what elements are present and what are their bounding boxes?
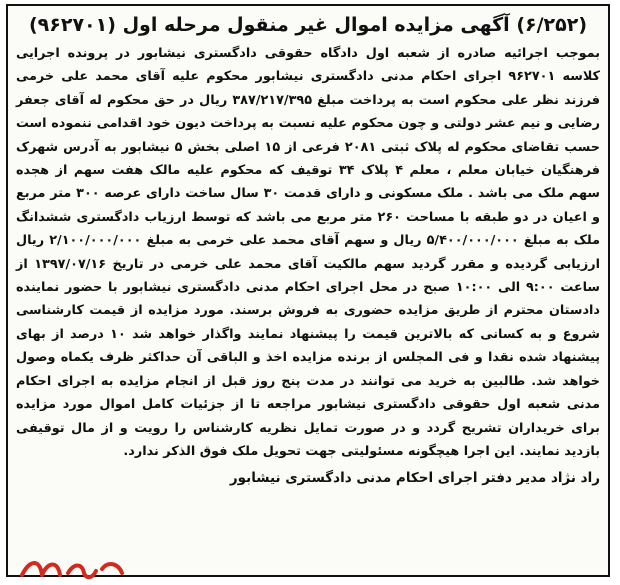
notice-body: بموجب اجرائیه صادره از شعبه اول دادگاه حقوقی دادگستری نیشابور در پرونده اجرایی کلاسه ۹۶۲۷۰۱ اجرای احکام مدنی دادگستری نیشابور محکوم علیه آقای محمد علی خرمی فرزند نظر علی محکوم است به پرداخت مبلغ ۳۸۷/۲۱۷/۳۹۵ ریال در حق محکوم له آقای جعفر رضایی و نیم عشر دولتی و چون محکوم علیه نسبت به پرداخت دیون خود اقدامی ننموده است حسب تقاضای محکوم له پلاک ثبتی ۲۰۸۱ فرعی از ۱۵ اصلی بخش ۵ نیشابور به آدرس شهرک فرهنگیان خیابان معلم ، معلم ۴ پلاک ۳۴ توقیف که محکوم علیه مالک هفت سهم از هجده سهم ملک می باشد . ملک مسکونی و دارای قدمت ۳۰ سال ساخت دارای عرصه ۳۰۰ متر مربع و اعیان در دو طبقه با مساحت ۲۶۰ متر مربع می باشد که توسط ارزیاب دادگستری ششدانگ ملک به مبلغ ۵/۴۰۰/۰۰۰/۰۰۰ ریال و سهم آقای محمد علی خرمی به مبلغ ۲/۱۰۰/۰۰۰/۰۰۰ ریال ارزیابی گردیده و مقرر گردید سهم مالکیت آقای محمد علی خرمی در تاریخ ۱۳۹۷/۰۷/۱۶ از ساعت ۹:۰۰ الی ۱۰:۰۰ صبح در محل اجرای احکام مدنی دادگستری نیشابور با حضور نماینده دادستان محترم از طریق مزایده حضوری به فروش برسند. مورد مزایده از قیمت کارشناسی شروع و به کسانی که بالاترین قیمت را پیشنهاد نمایند واگذار خواهد شد ۱۰ درصد از بهای پیشنهاد شده نقدا و فی المجلس از برنده مزایده اخذ و الباقی آن حداکثر ظرف یکماه وصول خواهد شد. طالبین به خرید می توانند در مدت پنج روز قبل از انجام مزایده به اجرای احکام مدنی شعبه اول حقوقی دادگستری نیشابور مراجعه تا از جزئیات کامل اموال مورد مزایده برای خریداران تشریح گردد و در صورت تمایل نظریه کارشناس را رویت و از مال توقیفی بازدید نمایند. این اجرا هیچگونه مسئولیتی جهت تحویل ملک فوق الذکر ندارد. [16, 46, 601, 459]
red-handwritten-mark-icon [18, 553, 138, 583]
notice-signature: راد نژاد مدیر دفتر اجرای احکام مدنی دادگستری نیشابور [229, 470, 600, 487]
auction-notice [6, 4, 610, 577]
notice-title: (۶/۲۵۲) آگهی مزایده اموال غیر منقول مرحله اول (۹۶۲۷۰۱) [28, 14, 588, 36]
